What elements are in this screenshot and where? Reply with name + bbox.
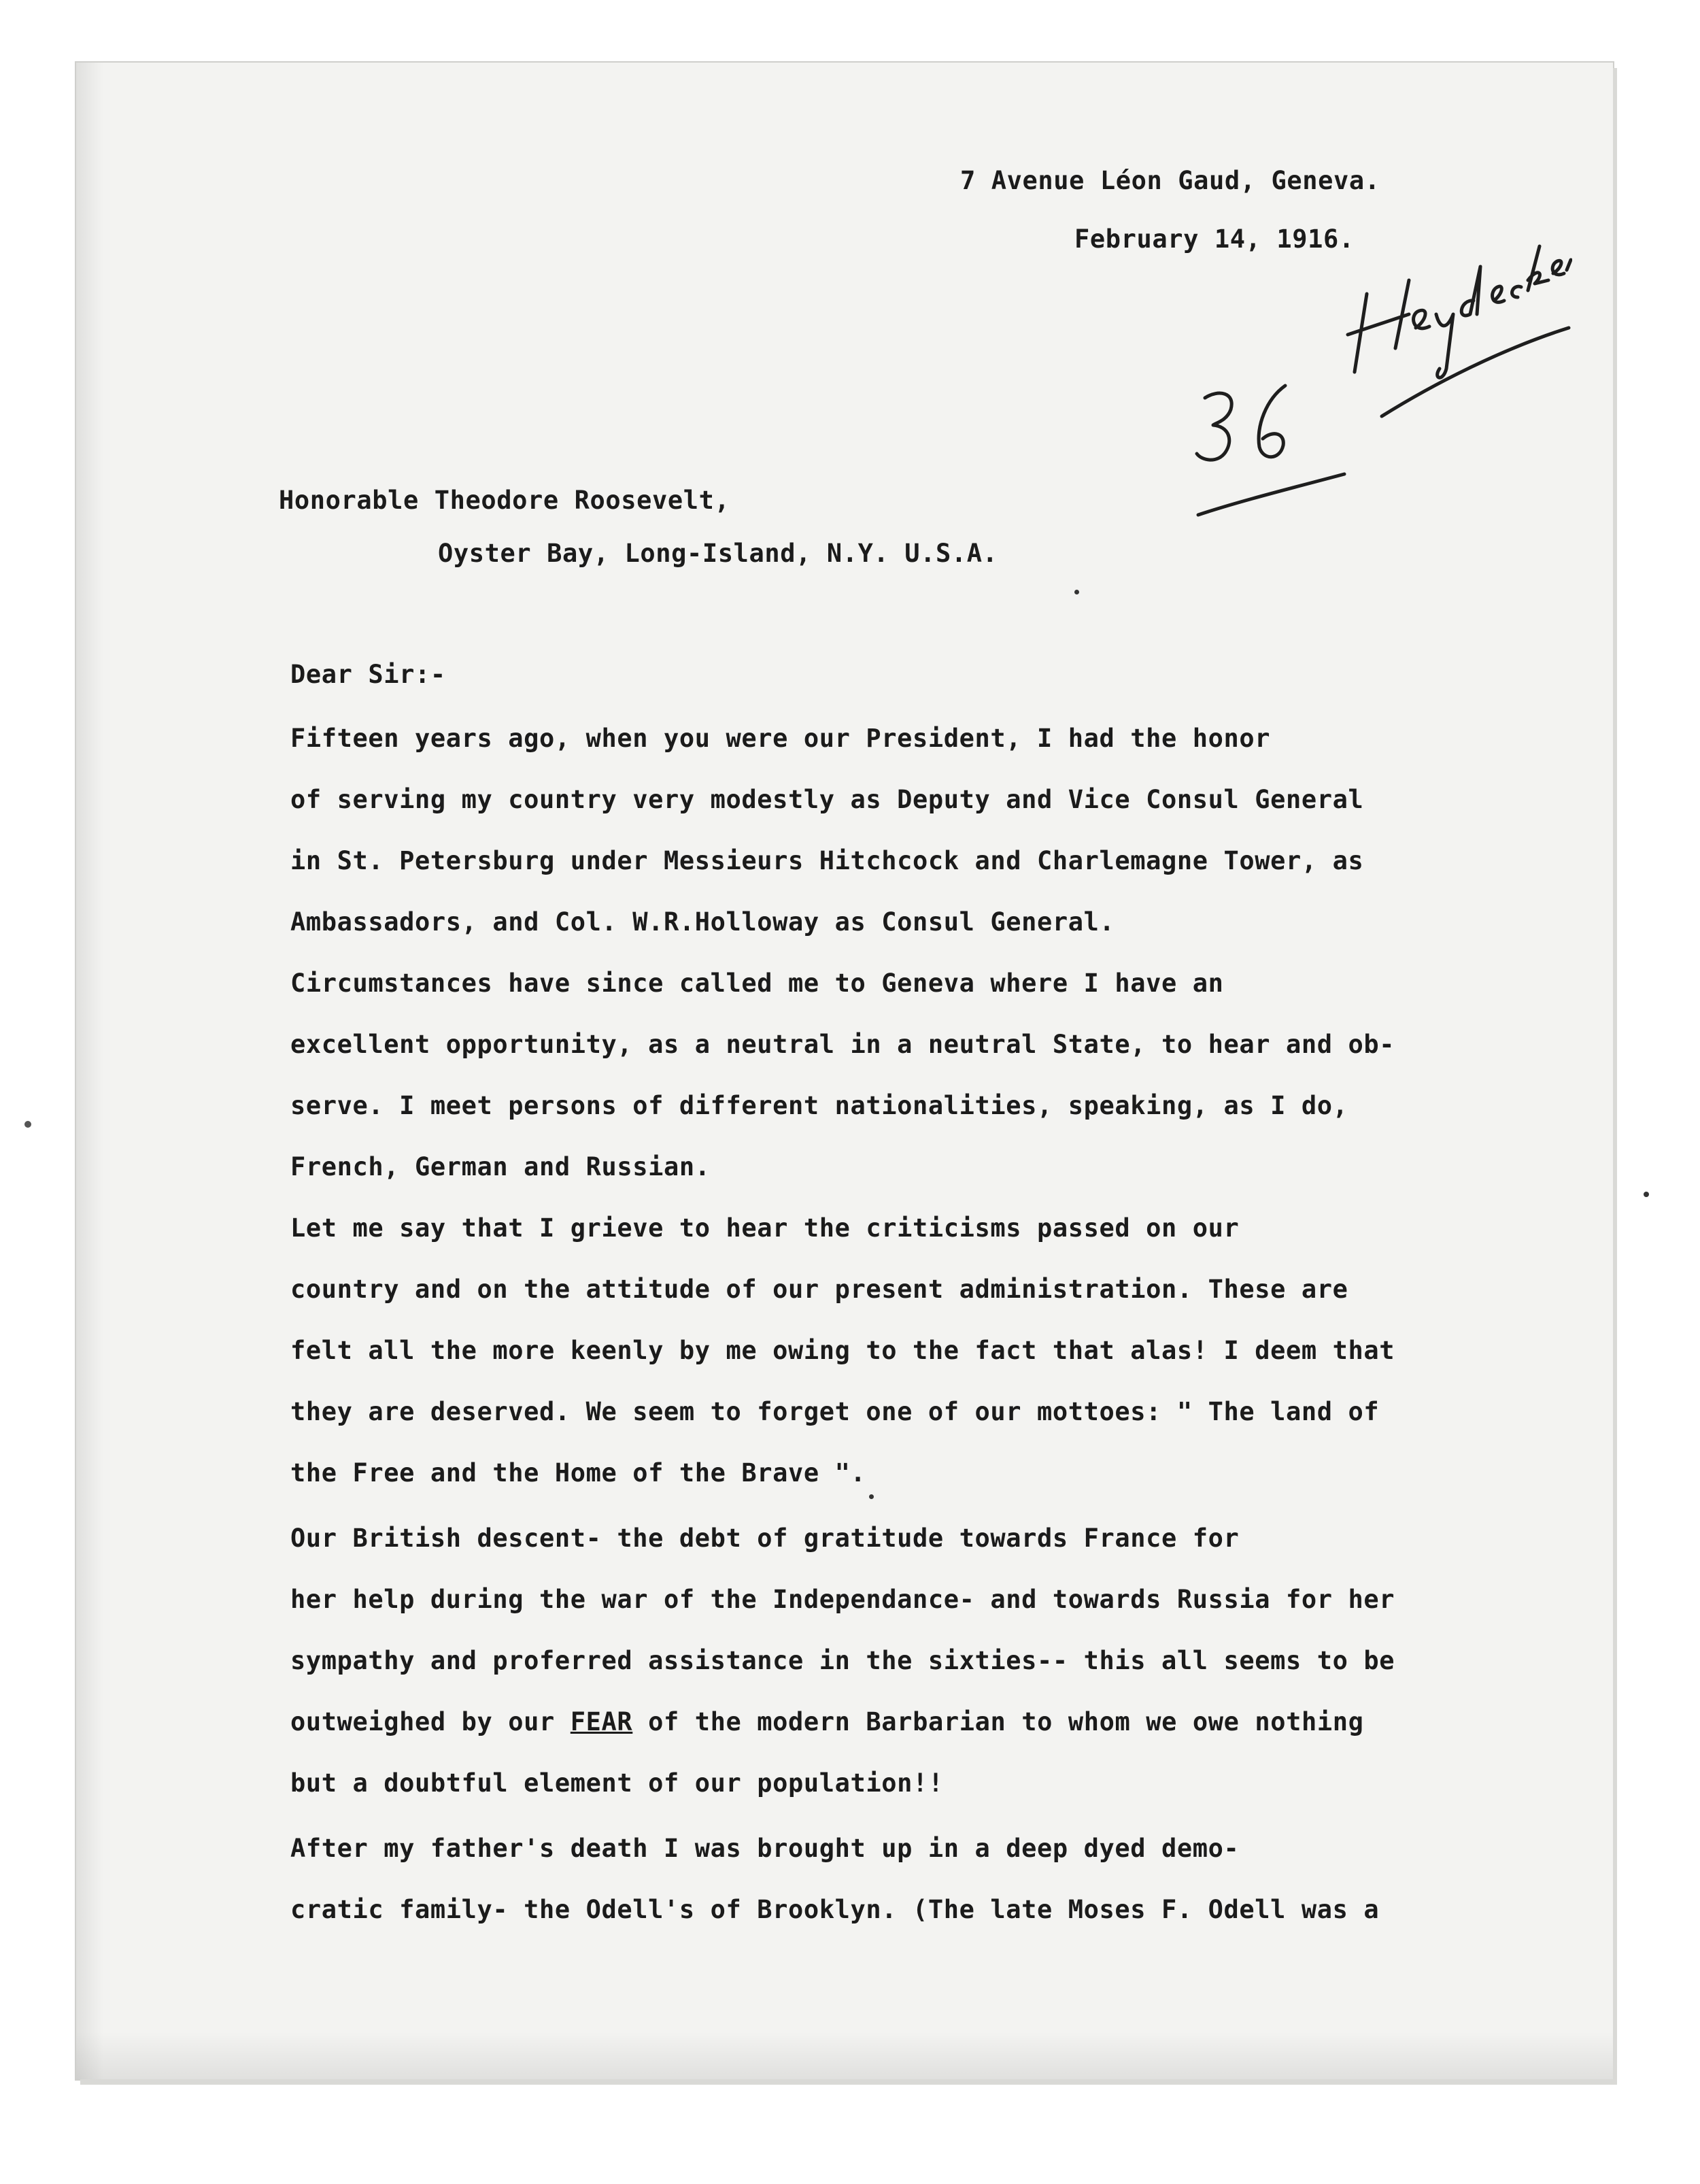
ink-speck: [869, 1494, 874, 1499]
body-line: but a doubtful element of our population!!: [290, 1768, 944, 1798]
body-line-start: outweighed by our: [290, 1707, 571, 1736]
body-line: French, German and Russian.: [290, 1152, 711, 1181]
letter-date: February 14, 1916.: [1074, 224, 1355, 254]
recipient-name: Honorable Theodore Roosevelt,: [279, 486, 730, 515]
body-line: excellent opportunity, as a neutral in a neutral State, to hear and ob-: [290, 1030, 1395, 1059]
recipient-location: Oyster Bay, Long-Island, N.Y. U.S.A.: [438, 539, 998, 568]
body-line: Let me say that I grieve to hear the criticisms passed on our: [290, 1213, 1240, 1243]
body-line-end: of the modern Barbarian to whom we owe nothing: [632, 1707, 1364, 1736]
ink-speck: [24, 1121, 31, 1128]
body-line: of serving my country very modestly as Deputy and Vice Consul General: [290, 785, 1364, 814]
sender-address: 7 Avenue Léon Gaud, Geneva.: [960, 166, 1380, 195]
body-line: felt all the more keenly by me owing to the fact that alas! I deem that: [290, 1336, 1395, 1365]
body-line: they are deserved. We seem to forget one of our mottoes: " The land of: [290, 1397, 1380, 1426]
emphasized-word: FEAR: [570, 1707, 633, 1736]
body-line: Circumstances have since called me to Geneva where I have an: [290, 969, 1224, 998]
body-line: serve. I meet persons of different nationalities, speaking, as I do,: [290, 1091, 1348, 1120]
ink-speck: [1074, 590, 1079, 594]
body-line: her help during the war of the Independance- and towards Russia for her: [290, 1585, 1395, 1614]
salutation: Dear Sir:-: [290, 660, 446, 689]
body-line: After my father's death I was brought up in a deep dyed demo-: [290, 1834, 1240, 1863]
letter-page: [76, 63, 1613, 2079]
body-line: the Free and the Home of the Brave ".: [290, 1458, 866, 1488]
ink-speck: [1644, 1192, 1649, 1197]
body-line: country and on the attitude of our present administration. These are: [290, 1275, 1348, 1304]
handwritten-number-annotation: [1178, 372, 1355, 528]
body-line: in St. Petersburg under Messieurs Hitchcock and Charlemagne Tower, as: [290, 846, 1364, 875]
body-line: Ambassadors, and Col. W.R.Holloway as Consul General.: [290, 907, 1115, 937]
body-line: [290, 1707, 1363, 1737]
body-line: sympathy and proferred assistance in the sixties-- this all seems to be: [290, 1646, 1395, 1675]
body-line: Fifteen years ago, when you were our President, I had the honor: [290, 724, 1271, 753]
body-line: cratic family- the Odell's of Brooklyn. (The late Moses F. Odell was a: [290, 1895, 1380, 1924]
body-line: Our British descent- the debt of gratitude towards France for: [290, 1524, 1240, 1553]
